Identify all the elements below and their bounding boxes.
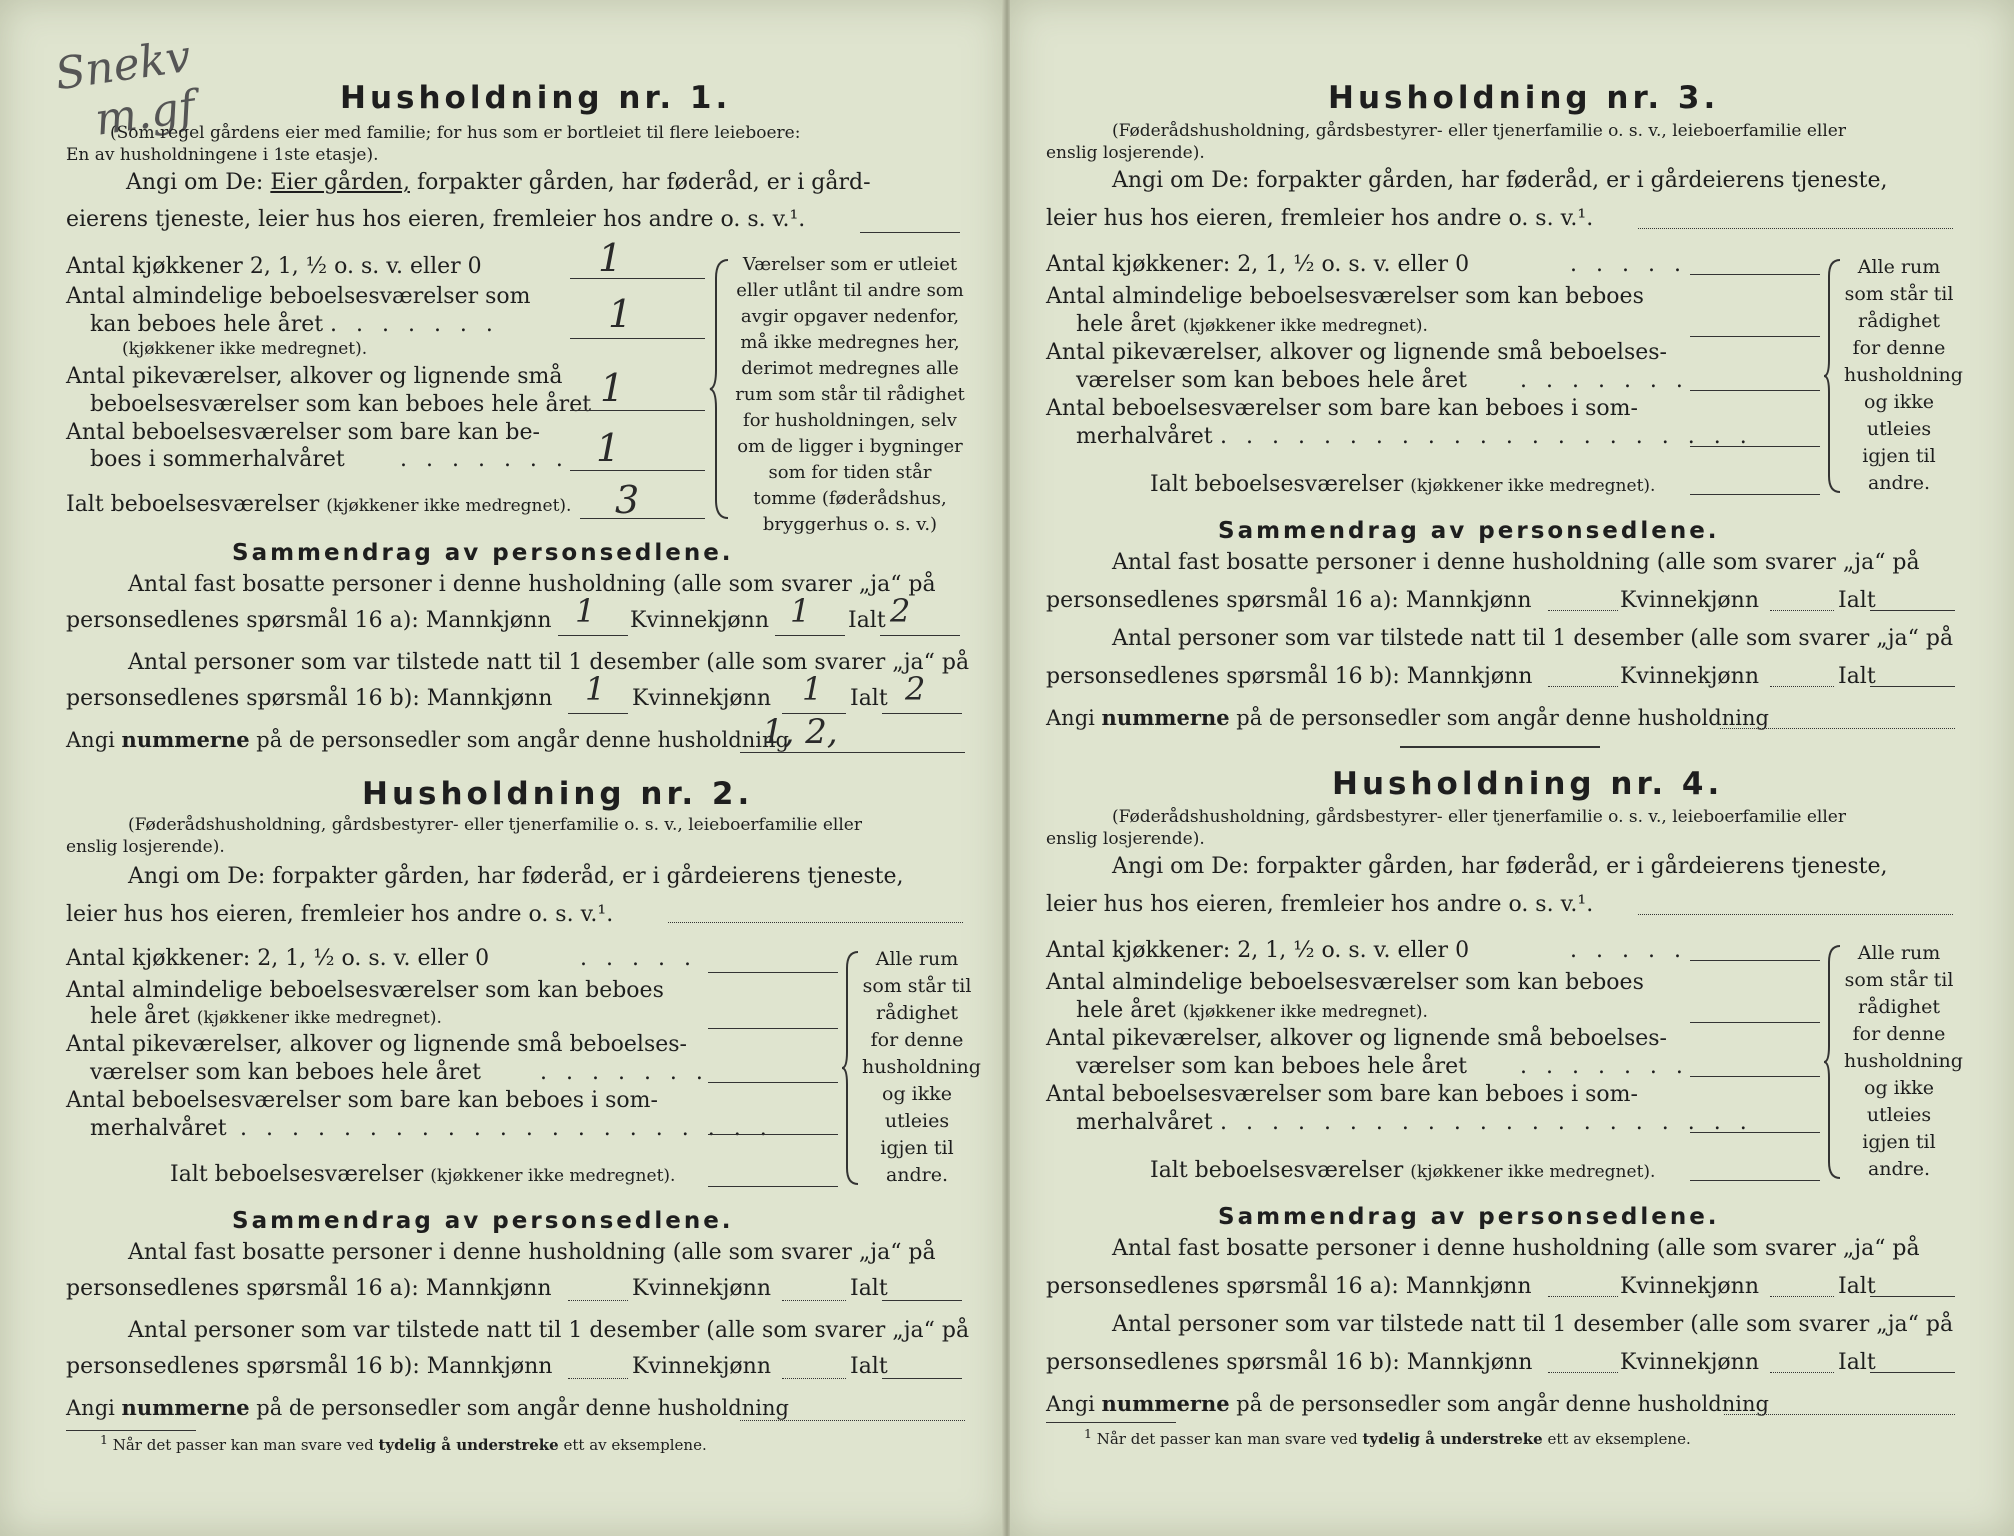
h3-row4-label2: merhalvåret [1076,424,1213,449]
footnote-left: $^1$ Når det passer kan man svare ved tydelig å understreke ett av eksemplene. [100,1432,707,1454]
h3-row4-label1: Antal beboelsesværelser som bare kan beboes i som- [1046,396,1638,421]
h1-row4-value: 1 [596,426,621,470]
h4-brace-icon [1822,944,1844,1180]
h2-nummer-bold: nummerne [121,1395,250,1420]
h2-angi-line2: leier hus hos eieren, fremleier hos andre o. s. v.¹. [66,902,614,927]
h1-q16a-total: 2 [890,592,911,630]
h3-angi-line1: Angi om De: forpakter gården, har føderåd, er i gårdeierens tjeneste, [1112,168,1888,193]
h1-angi-owner-option: Eier gården, [270,170,410,195]
h4-note-line2: enslig losjerende). [1046,829,1205,849]
h2-title: Husholdning nr. 2. [362,776,754,812]
h3-nummer-prefix: Angi [1046,706,1095,730]
h3-row2-label3: (kjøkkener ikke medregnet). [1182,316,1428,336]
h1-brace-icon [708,258,734,520]
h4-total-row [1150,1156,1655,1185]
h1-q16b-line1: Antal personer som var tilstede natt til 1 desember (alle som svarer „ja“ på [128,650,970,675]
h1-row2-label1: Antal almindelige beboelsesværelser som [66,284,531,309]
h2-q16b-line1: Antal personer som var tilstede natt til 1 desember (alle som svarer „ja“ på [128,1318,970,1343]
h3-brace-icon [1822,258,1844,494]
h3-title: Husholdning nr. 3. [1328,80,1720,116]
h2-total-small: (kjøkkener ikke medregnet). [430,1166,676,1186]
h4-q16b-kvinne-label: Kvinnekjønn [1620,1350,1759,1375]
h1-nummer-row [66,726,789,754]
h3-q16a-kvinne-label: Kvinnekjønn [1620,588,1759,613]
h1-brace-note: Værelser som er utleiet eller utlånt til andre som avgir opgaver nedenfor, må ikke medregnes her, derimot medregnes alle rum som står til rådighet for husholdningen, selv om de ligger i bygninger som for tiden står tomme (føderådshus, bryggerhus o. s. v.) [735,254,965,535]
h1-title: Husholdning nr. 1. [340,80,732,116]
h3-note-line2: enslig losjerende). [1046,143,1205,163]
h2-row2-label-prefix [90,1002,442,1031]
h4-nummer-prefix: Angi [1046,1392,1095,1416]
h2-total-label: Ialt beboelsesværelser [170,1162,424,1187]
h2-q16a-kvinne-label: Kvinnekjønn [632,1276,771,1301]
h4-q16b-line1: Antal personer som var tilstede natt til 1 desember (alle som svarer „ja“ på [1112,1312,1954,1337]
h3-row1-label: Antal kjøkkener: 2, 1, ½ o. s. v. eller 0 [1046,252,1470,277]
h2-nummer-prefix: Angi [66,1396,115,1420]
h2-angi-line1: Angi om De: forpakter gården, har føderåd, er i gårdeierens tjeneste, [128,864,904,889]
h4-q16a-line2: personsedlenes spørsmål 16 a): Mannkjønn [1046,1274,1532,1299]
h1-row3-value: 1 [600,366,625,410]
h2-row2-label3: (kjøkkener ikke medregnet). [196,1008,442,1028]
section-divider [1400,746,1600,748]
h3-row3-label1: Antal pikeværelser, alkover og lignende små beboelses- [1046,340,1667,365]
h2-nummer-rest: på de personsedler som angår denne husholdning [256,1396,789,1420]
h1-q16b-male: 1 [585,670,606,708]
footnote-bold-phrase: tydelig å understreke [378,1436,559,1454]
h3-q16a-ialt-label: Ialt [1838,588,1876,613]
h4-row3-label1: Antal pikeværelser, alkover og lignende små beboelses- [1046,1026,1667,1051]
h4-row4-label2: merhalvåret [1076,1110,1213,1135]
h1-q16b-ialt-label: Ialt [850,686,888,711]
h1-q16a-line2: personsedlenes spørsmål 16 a): Mannkjønn [66,608,552,633]
footnote-right: $^1$ Når det passer kan man svare ved tydelig å understreke ett av eksemplene. [1084,1426,1691,1448]
h1-q16a-female: 1 [790,592,811,630]
h4-row2-label-prefix [1076,996,1428,1025]
h1-row2-value: 1 [608,292,633,336]
h3-angi-line2: leier hus hos eieren, fremleier hos andre o. s. v.¹. [1046,206,1594,231]
h4-row3-label2: værelser som kan beboes hele året [1076,1054,1467,1079]
h4-nummer-row [1046,1390,1769,1418]
h1-row4-label1: Antal beboelsesværelser som bare kan be- [66,420,540,445]
right-page: Husholdning nr. 3. (Føderådshusholdning, gårdsbestyrer- eller tjenerfamilie o. s. v., leieboerfamilie eller enslig losjerende). Angi om De: forpakter gården, har føderåd, er i gårdeierens tjeneste, leier hus hos eieren, fremleier hos andre o. s. v.¹. Antal kjøkkener: 2, 1, ½ o. s. v. eller 0 . . . . . Antal almindelige beboelsesværelser som kan beboes hele året (kjøkkener ikke medregnet). Antal pikeværelser, alkover og lignende små beboelses- værelser som kan beboes hele året . . . . . . . Antal beboelsesværelser som bare kan beboes i som- merhalvåret . . . . . . . . . . . . . . . . . . . . . Ialt beboelsesværelser (kjøkkener ikke medregnet). Alle rum som står til rådighet for denne husholdning og ikke utleies igjen til andre. Sammendrag av personsedlene. Antal fast bosatte personer i denne husholdning (alle som svarer „ja“ på personsedlenes spørsmål 16 a): Mannkjønn Kvinnekjønn Ialt Antal personer som var tilstede natt til 1 desember (alle som svarer „ja“ på personsedlenes spørsmål 16 b): Mannkjønn Kvinnekjønn Ialt Angi nummerne på de personsedler som angår denne husholdning Husholdning nr. 4. (Føderådshusholdning, gårdsbestyrer- eller tjenerfamilie o. s. v., leieboerfamilie eller enslig losjerende). Angi om De: forpakter gården, har føderåd, er i gårdeierens tjeneste, leier hus hos eieren, fremleier hos andre o. s. v.¹. Antal kjøkkener: 2, 1, ½ o. s. v. eller 0 . . . . . Antal almindelige beboelsesværelser som kan beboes hele året (kjøkkener ikke medregnet). Antal pikeværelser, alkover og lignende små beboelses- værelser som kan beboes hele året . . . . . . . Antal beboelsesværelser som bare kan beboes i som- merhalvåret . . . . . . . . . . . . . . . . . . . . . Ialt beboelsesværelser (kjøkkener ikke medregnet). Alle rum som står til rådighet for denne husholdning og ikke utleies igjen til andre. Sammendrag av personsedlene. Antal fast bosatte personer i denne husholdning (alle som svarer „ja“ på personsedlenes spørsmål 16 a): Mannkjønn Kvinnekjønn Ialt Antal personer som var tilstede natt til 1 desember (alle som svarer „ja“ på personsedlenes spørsmål 16 b): Mannkjønn Kvinnekjønn Ialt Angi nummerne på de personsedler som angår denne husholdning $^1$ Når det passer kan man svare ved tydelig å understreke ett av eksemplene. [1010,0,2014,1536]
footnote-left-text: Når det passer kan man svare ved tydelig å understreke ett av eksemplene. [112,1436,707,1454]
h2-q16b-ialt-label: Ialt [850,1354,888,1379]
h1-note-line2: En av husholdningene i 1ste etasje). [66,145,379,165]
h2-row2-label2: hele året [90,1004,190,1029]
h3-nummer-bold: nummerne [1101,705,1230,730]
h4-q16a-kvinne-label: Kvinnekjønn [1620,1274,1759,1299]
h2-row4-label1: Antal beboelsesværelser som bare kan beboes i som- [66,1088,658,1113]
h2-q16b-line2: personsedlenes spørsmål 16 b): Mannkjønn [66,1354,553,1379]
h2-row4-label2: merhalvåret [90,1116,227,1141]
footnote-bold-phrase: tydelig å understreke [1362,1430,1543,1448]
h4-summary-title: Sammendrag av personsedlene. [1218,1204,1720,1230]
h2-row1-label: Antal kjøkkener: 2, 1, ½ o. s. v. eller 0 [66,946,490,971]
h1-q16b-kvinne-label: Kvinnekjønn [632,686,771,711]
h1-q16b-line2: personsedlenes spørsmål 16 b): Mannkjønn [66,686,553,711]
h2-q16a-line2: personsedlenes spørsmål 16 a): Mannkjønn [66,1276,552,1301]
h1-q16a-kvinne-label: Kvinnekjønn [630,608,769,633]
h1-row2-label2: kan beboes hele året [90,312,324,337]
h3-q16b-ialt-label: Ialt [1838,664,1876,689]
h4-row2-label1: Antal almindelige beboelsesværelser som kan beboes [1046,970,1644,995]
h3-total-label: Ialt beboelsesværelser [1150,472,1404,497]
h3-q16b-kvinne-label: Kvinnekjønn [1620,664,1759,689]
h1-q16b-total: 2 [905,670,926,708]
h1-q16a-male: 1 [575,592,596,630]
h1-q16a-line1: Antal fast bosatte personer i denne husholdning (alle som svarer „ja“ på [128,572,936,597]
h4-row1-label: Antal kjøkkener: 2, 1, ½ o. s. v. eller 0 [1046,938,1470,963]
h2-q16a-ialt-label: Ialt [850,1276,888,1301]
h1-nummer-rest: på de personsedler som angår denne husholdning [256,728,789,752]
h3-row2-label2: hele året [1076,312,1176,337]
h3-q16b-line2: personsedlenes spørsmål 16 b): Mannkjønn [1046,664,1533,689]
h2-brace-icon [840,950,862,1186]
h1-nummer-value: 1, 2, [762,712,838,752]
h2-q16a-line1: Antal fast bosatte personer i denne husholdning (alle som svarer „ja“ på [128,1240,936,1265]
h3-q16a-line2: personsedlenes spørsmål 16 a): Mannkjønn [1046,588,1532,613]
footnote-right-text: Når det passer kan man svare ved tydelig å understreke ett av eksemplene. [1096,1430,1691,1448]
h1-nummer-bold: nummerne [121,727,250,752]
h1-note-line1: (Som regel gårdens eier med familie; for hus som er bortleiet til flere leieboere: [110,123,801,143]
h3-note-line1: (Føderådshusholdning, gårdsbestyrer- eller tjenerfamilie o. s. v., leieboerfamilie eller [1112,121,1846,141]
h2-nummer-row [66,1394,789,1422]
h4-title: Husholdning nr. 4. [1332,766,1724,802]
h2-q16b-kvinne-label: Kvinnekjønn [632,1354,771,1379]
h3-summary-title: Sammendrag av personsedlene. [1218,518,1720,544]
h3-row2-label-prefix [1076,310,1428,339]
h2-row3-label1: Antal pikeværelser, alkover og lignende små beboelses- [66,1032,687,1057]
h1-q16b-female: 1 [802,670,823,708]
h2-row2-label1: Antal almindelige beboelsesværelser som kan beboes [66,978,664,1003]
h1-total-row [66,490,571,519]
handwritten-note-line2: m.gf [91,81,199,146]
h1-angi-prefix: Angi om De: [126,170,264,195]
h4-note-line1: (Føderådshusholdning, gårdsbestyrer- eller tjenerfamilie o. s. v., leieboerfamilie eller [1112,807,1846,827]
h3-total-row [1150,470,1655,499]
h4-q16a-line1: Antal fast bosatte personer i denne husholdning (alle som svarer „ja“ på [1112,1236,1920,1261]
h4-brace-note: Alle rum som står til rådighet for denne husholdning og ikke utleies igjen til andre. [1844,942,1963,1180]
h1-row3-label2: beboelsesværelser som kan beboes hele året [90,392,592,417]
h2-row3-label2: værelser som kan beboes hele året [90,1060,481,1085]
h1-angi-rest1: forpakter gården, har føderåd, er i gård- [416,170,871,195]
h3-brace-note: Alle rum som står til rådighet for denne husholdning og ikke utleies igjen til andre. [1844,256,1963,494]
h1-angi-line2: eierens tjeneste, leier hus hos eieren, fremleier hos andre o. s. v.¹. [66,207,806,232]
h2-total-row [170,1160,675,1189]
h4-angi-line1: Angi om De: forpakter gården, har føderåd, er i gårdeierens tjeneste, [1112,854,1888,879]
h3-nummer-row [1046,704,1769,732]
h4-row4-label1: Antal beboelsesværelser som bare kan beboes i som- [1046,1082,1638,1107]
h1-row2-label3: (kjøkkener ikke medregnet). [122,339,368,359]
h4-total-small: (kjøkkener ikke medregnet). [1410,1162,1656,1182]
h1-row1-value: 1 [598,236,623,280]
h4-nummer-rest: på de personsedler som angår denne husholdning [1236,1392,1769,1416]
h4-q16b-line2: personsedlenes spørsmål 16 b): Mannkjønn [1046,1350,1533,1375]
h1-angi-line1 [126,168,871,197]
h4-q16a-ialt-label: Ialt [1838,1274,1876,1299]
left-page: Snekv m.gf Husholdning nr. 1. (Som regel gårdens eier med familie; for hus som er bortleiet til flere leieboere: En av husholdningene i 1ste etasje). Angi om De: Eier gården, forpakter gården, har føderåd, er i gård- eierens tjeneste, leier hus hos eieren, fremleier hos andre o. s. v.¹. Antal kjøkkener 2, 1, ½ o. s. v. eller 0 1 Antal almindelige beboelsesværelser som kan beboes hele året . . . . . . . (kjøkkener ikke medregnet). 1 Antal pikeværelser, alkover og lignende små beboelsesværelser som kan beboes hele året 1 Antal beboelsesværelser som bare kan be- boes i sommerhalvåret . . . . . . . 1 Ialt beboelsesværelser (kjøkkener ikke medregnet). 3 Værelser som er utleiet eller utlånt til andre som avgir opgaver nedenfor, må ikke medregnes her, derimot medregnes alle rum som står til rådighet for husholdningen, selv om de ligger i bygninger som for tiden står tomme (føderådshus, bryggerhus o. s. v.) Sammendrag av personsedlene. Antal fast bosatte personer i denne husholdning (alle som svarer „ja“ på personsedlenes spørsmål 16 a): Mannkjønn 1 Kvinnekjønn 1 Ialt 2 Antal personer som var tilstede natt til 1 desember (alle som svarer „ja“ på personsedlenes spørsmål 16 b): Mannkjønn 1 Kvinnekjønn 1 Ialt 2 Angi nummerne på de personsedler som angår denne husholdning 1, 2, Husholdning nr. 2. (Føderådshusholdning, gårdsbestyrer- eller tjenerfamilie o. s. v., leieboerfamilie eller enslig losjerende). Angi om De: forpakter gården, har føderåd, er i gårdeierens tjeneste, leier hus hos eieren, fremleier hos andre o. s. v.¹. Antal kjøkkener: 2, 1, ½ o. s. v. eller 0 . . . . . Antal almindelige beboelsesværelser som kan beboes hele året (kjøkkener ikke medregnet). Antal pikeværelser, alkover og lignende små beboelses- værelser som kan beboes hele året . . . . . . . Antal beboelsesværelser som bare kan beboes i som- merhalvåret . . . . . . . . . . . . . . . . . . . . . Ialt beboelsesværelser (kjøkkener ikke medregnet). Alle rum som står til rådighet for denne husholdning og ikke utleies igjen til andre. Sammendrag av personsedlene. Antal fast bosatte personer i denne husholdning (alle som svarer „ja“ på personsedlenes spørsmål 16 a): Mannkjønn Kvinnekjønn Ialt Antal personer som var tilstede natt til 1 desember (alle som svarer „ja“ på personsedlenes spørsmål 16 b): Mannkjønn Kvinnekjønn Ialt Angi nummerne på de personsedler som angår denne husholdning $^1$ Når det passer kan man svare ved tydelig å understreke ett av eksemplene. [0,0,1005,1536]
handwritten-note-line1: Snekv [52,30,194,101]
h3-nummer-rest: på de personsedler som angår denne husholdning [1236,706,1769,730]
h1-total-small: (kjøkkener ikke medregnet). [326,496,572,516]
h3-q16a-line1: Antal fast bosatte personer i denne husholdning (alle som svarer „ja“ på [1112,550,1920,575]
h4-q16b-ialt-label: Ialt [1838,1350,1876,1375]
h3-row3-label2: værelser som kan beboes hele året [1076,368,1467,393]
h3-q16b-line1: Antal personer som var tilstede natt til 1 desember (alle som svarer „ja“ på [1112,626,1954,651]
h2-summary-title: Sammendrag av personsedlene. [232,1208,734,1234]
h2-note-line2: enslig losjerende). [66,837,225,857]
h1-row4-label2: boes i sommerhalvåret [90,447,345,472]
h1-total-label: Ialt beboelsesværelser [66,492,320,517]
h4-total-label: Ialt beboelsesværelser [1150,1158,1404,1183]
h1-summary-title: Sammendrag av personsedlene. [232,540,734,566]
h4-row2-label3: (kjøkkener ikke medregnet). [1182,1002,1428,1022]
h2-note-line1: (Føderådshusholdning, gårdsbestyrer- eller tjenerfamilie o. s. v., leieboerfamilie eller [128,815,862,835]
h3-total-small: (kjøkkener ikke medregnet). [1410,476,1656,496]
h4-nummer-bold: nummerne [1101,1391,1230,1416]
h4-row2-label2: hele året [1076,998,1176,1023]
h1-row1-label: Antal kjøkkener 2, 1, ½ o. s. v. eller 0 [66,254,482,279]
h4-angi-line2: leier hus hos eieren, fremleier hos andre o. s. v.¹. [1046,892,1594,917]
h1-total-value: 3 [615,478,640,522]
h1-q16a-ialt-label: Ialt [848,608,886,633]
h1-nummer-prefix: Angi [66,728,115,752]
h2-brace-note: Alle rum som står til rådighet for denne husholdning og ikke utleies igjen til andre. [862,948,981,1186]
h1-row3-label1: Antal pikeværelser, alkover og lignende små [66,364,563,389]
h3-row2-label1: Antal almindelige beboelsesværelser som kan beboes [1046,284,1644,309]
